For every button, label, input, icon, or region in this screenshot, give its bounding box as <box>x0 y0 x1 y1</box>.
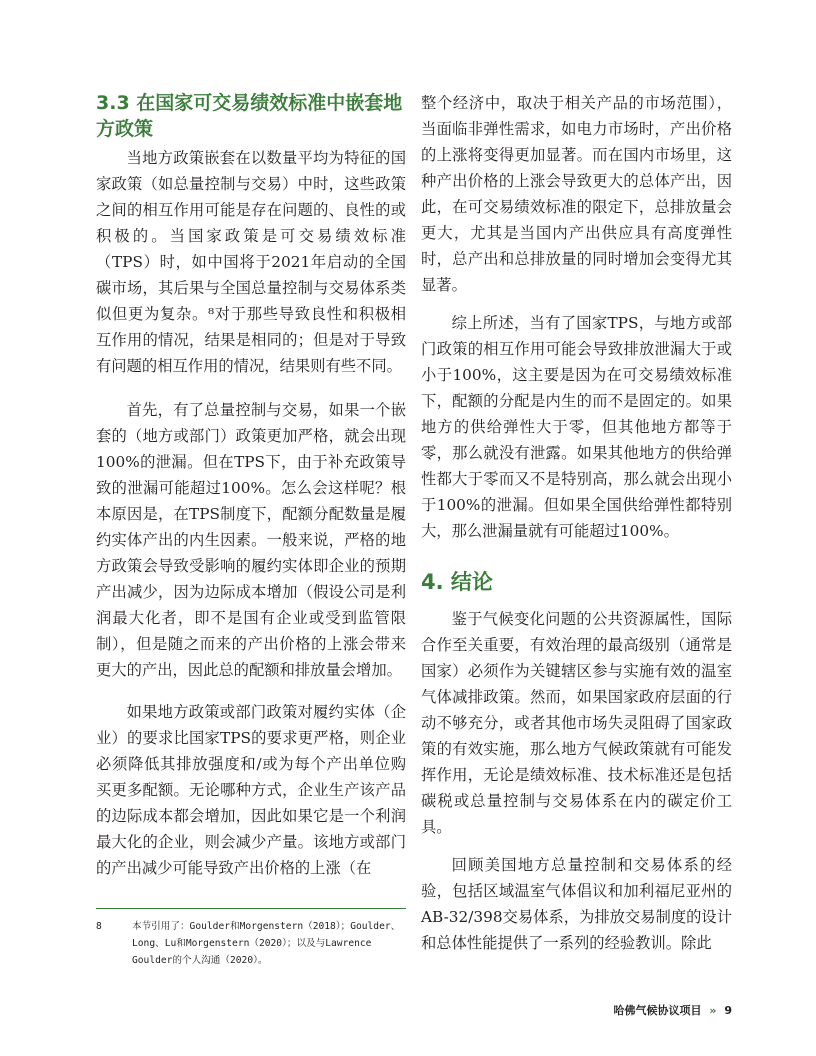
paragraph: 如果地方政策或部门政策对履约实体（企业）的要求比国家TPS的要求更严格，则企业必须降低其排放强度和/或为每个产出单位购买更多配额。无论哪种方式，企业生产该产品的边际成本都会增加，因此如果它是一个利润最大化的企业，则会减少产量。该地方或部门的产出减少可能导致产出价格的上涨（在 <box>96 703 406 877</box>
page-number: 9 <box>724 1004 732 1017</box>
footer-title: 哈佛气候协议项目 <box>613 1004 702 1017</box>
paragraph: 回顾美国地方总量控制和交易体系的经验，包括区域温室气体倡议和加利福尼亚州的AB-32/398交易体系，为排放交易制度的设计和总体性能提供了一系列的经验教训。除此 <box>421 856 733 952</box>
right-column-bottom <box>421 606 732 956</box>
paragraph: 鉴于气候变化问题的公共资源属性，国际合作至关重要，有效治理的最高级别（通常是国家）必须作为关键辖区参与实施有效的温室气体减排政策。然而，如果国家政府层面的行动不够充分，或者其他市场失灵阻碍了国家政策的有效实施，那么地方气候政策就有可能发挥作用，无论是绩效标准、技术标准还是包括碳税或总量控制与交易体系在内的碳定价工具。 <box>421 610 732 836</box>
footnote-divider <box>96 908 406 909</box>
right-column-top <box>421 90 732 544</box>
page-footer <box>614 1002 732 1018</box>
paragraph: 首先，有了总量控制与交易，如果一个嵌套的（地方或部门）政策更加严格，就会出现100%的泄漏。但在TPS下，由于补充政策导致的泄漏可能超过100%。怎么会这样呢？根本原因是，在TPS制度下，配额分配数量是履约实体产出的内生因素。一般来说，严格的地方政策会导致受影响的履约实体即企业的预期产出减少，因为边际成本增加（假设公司是利润最大化者，即不是国有企业或受到监管限制），但是随之而来的产出价格的上涨会带来更大的产出，因此总的配额和排放量会增加。 <box>96 401 406 679</box>
paragraph: 整个经济中，取决于相关产品的市场范围），当面临非弹性需求，如电力市场时，产出价格的上涨将变得更加显著。而在国内市场里，这种产出价格的上涨会导致更大的总体产出，因此，在可交易绩效标准的限定下，总排放量会更大，尤其是当国内产出供应具有高度弹性时，总产出和总排放量的同时增加会变得尤其显著。 <box>421 94 732 294</box>
footnote-number: 8 <box>96 921 102 932</box>
paragraph: 综上所述，当有了国家TPS，与地方或部门政策的相互作用可能会导致排放泄漏大于或小于100%，这主要是因为在可交易绩效标准下，配额的分配是内生的而不是固定的。如果地方的供给弹性大于零，但其他地方都等于零，那么就没有泄露。如果其他地方的供给弹性都大于零而又不是特别高，那么就会出现小于100%的泄漏。但如果全国供给弹性都特别大，那么泄漏量就有可能超过100%。 <box>421 314 732 540</box>
section-heading-4: 4. 结论 <box>421 570 493 594</box>
paragraph: 当地方政策嵌套在以数量平均为特征的国家政策（如总量控制与交易）中时，这些政策之间的相互作用可能是存在问题的、良性的或积极的。当国家政策是可交易绩效标准（TPS）时，如中国将于2021年启动的全国碳市场，其后果与全国总量控制与交易体系类似但更为复杂。⁸对于那些导致良性和积极相互作用的情况，结果是相同的；但是对于导致有问题的相互作用的情况，结果则有些不同。 <box>96 149 406 375</box>
left-column <box>96 145 406 881</box>
footer-separator: » <box>709 1004 717 1017</box>
section-heading-3-3: 3.3 在国家可交易绩效标准中嵌套地方政策 <box>96 92 403 140</box>
footnote <box>96 918 406 969</box>
footnote-text: 本节引用了：Goulder和Morgenstern（2018）；Goulder、Long、Lu和Morgenstern（2020）；以及与Lawrence Goulder的个人沟通（2020）。 <box>132 921 401 966</box>
